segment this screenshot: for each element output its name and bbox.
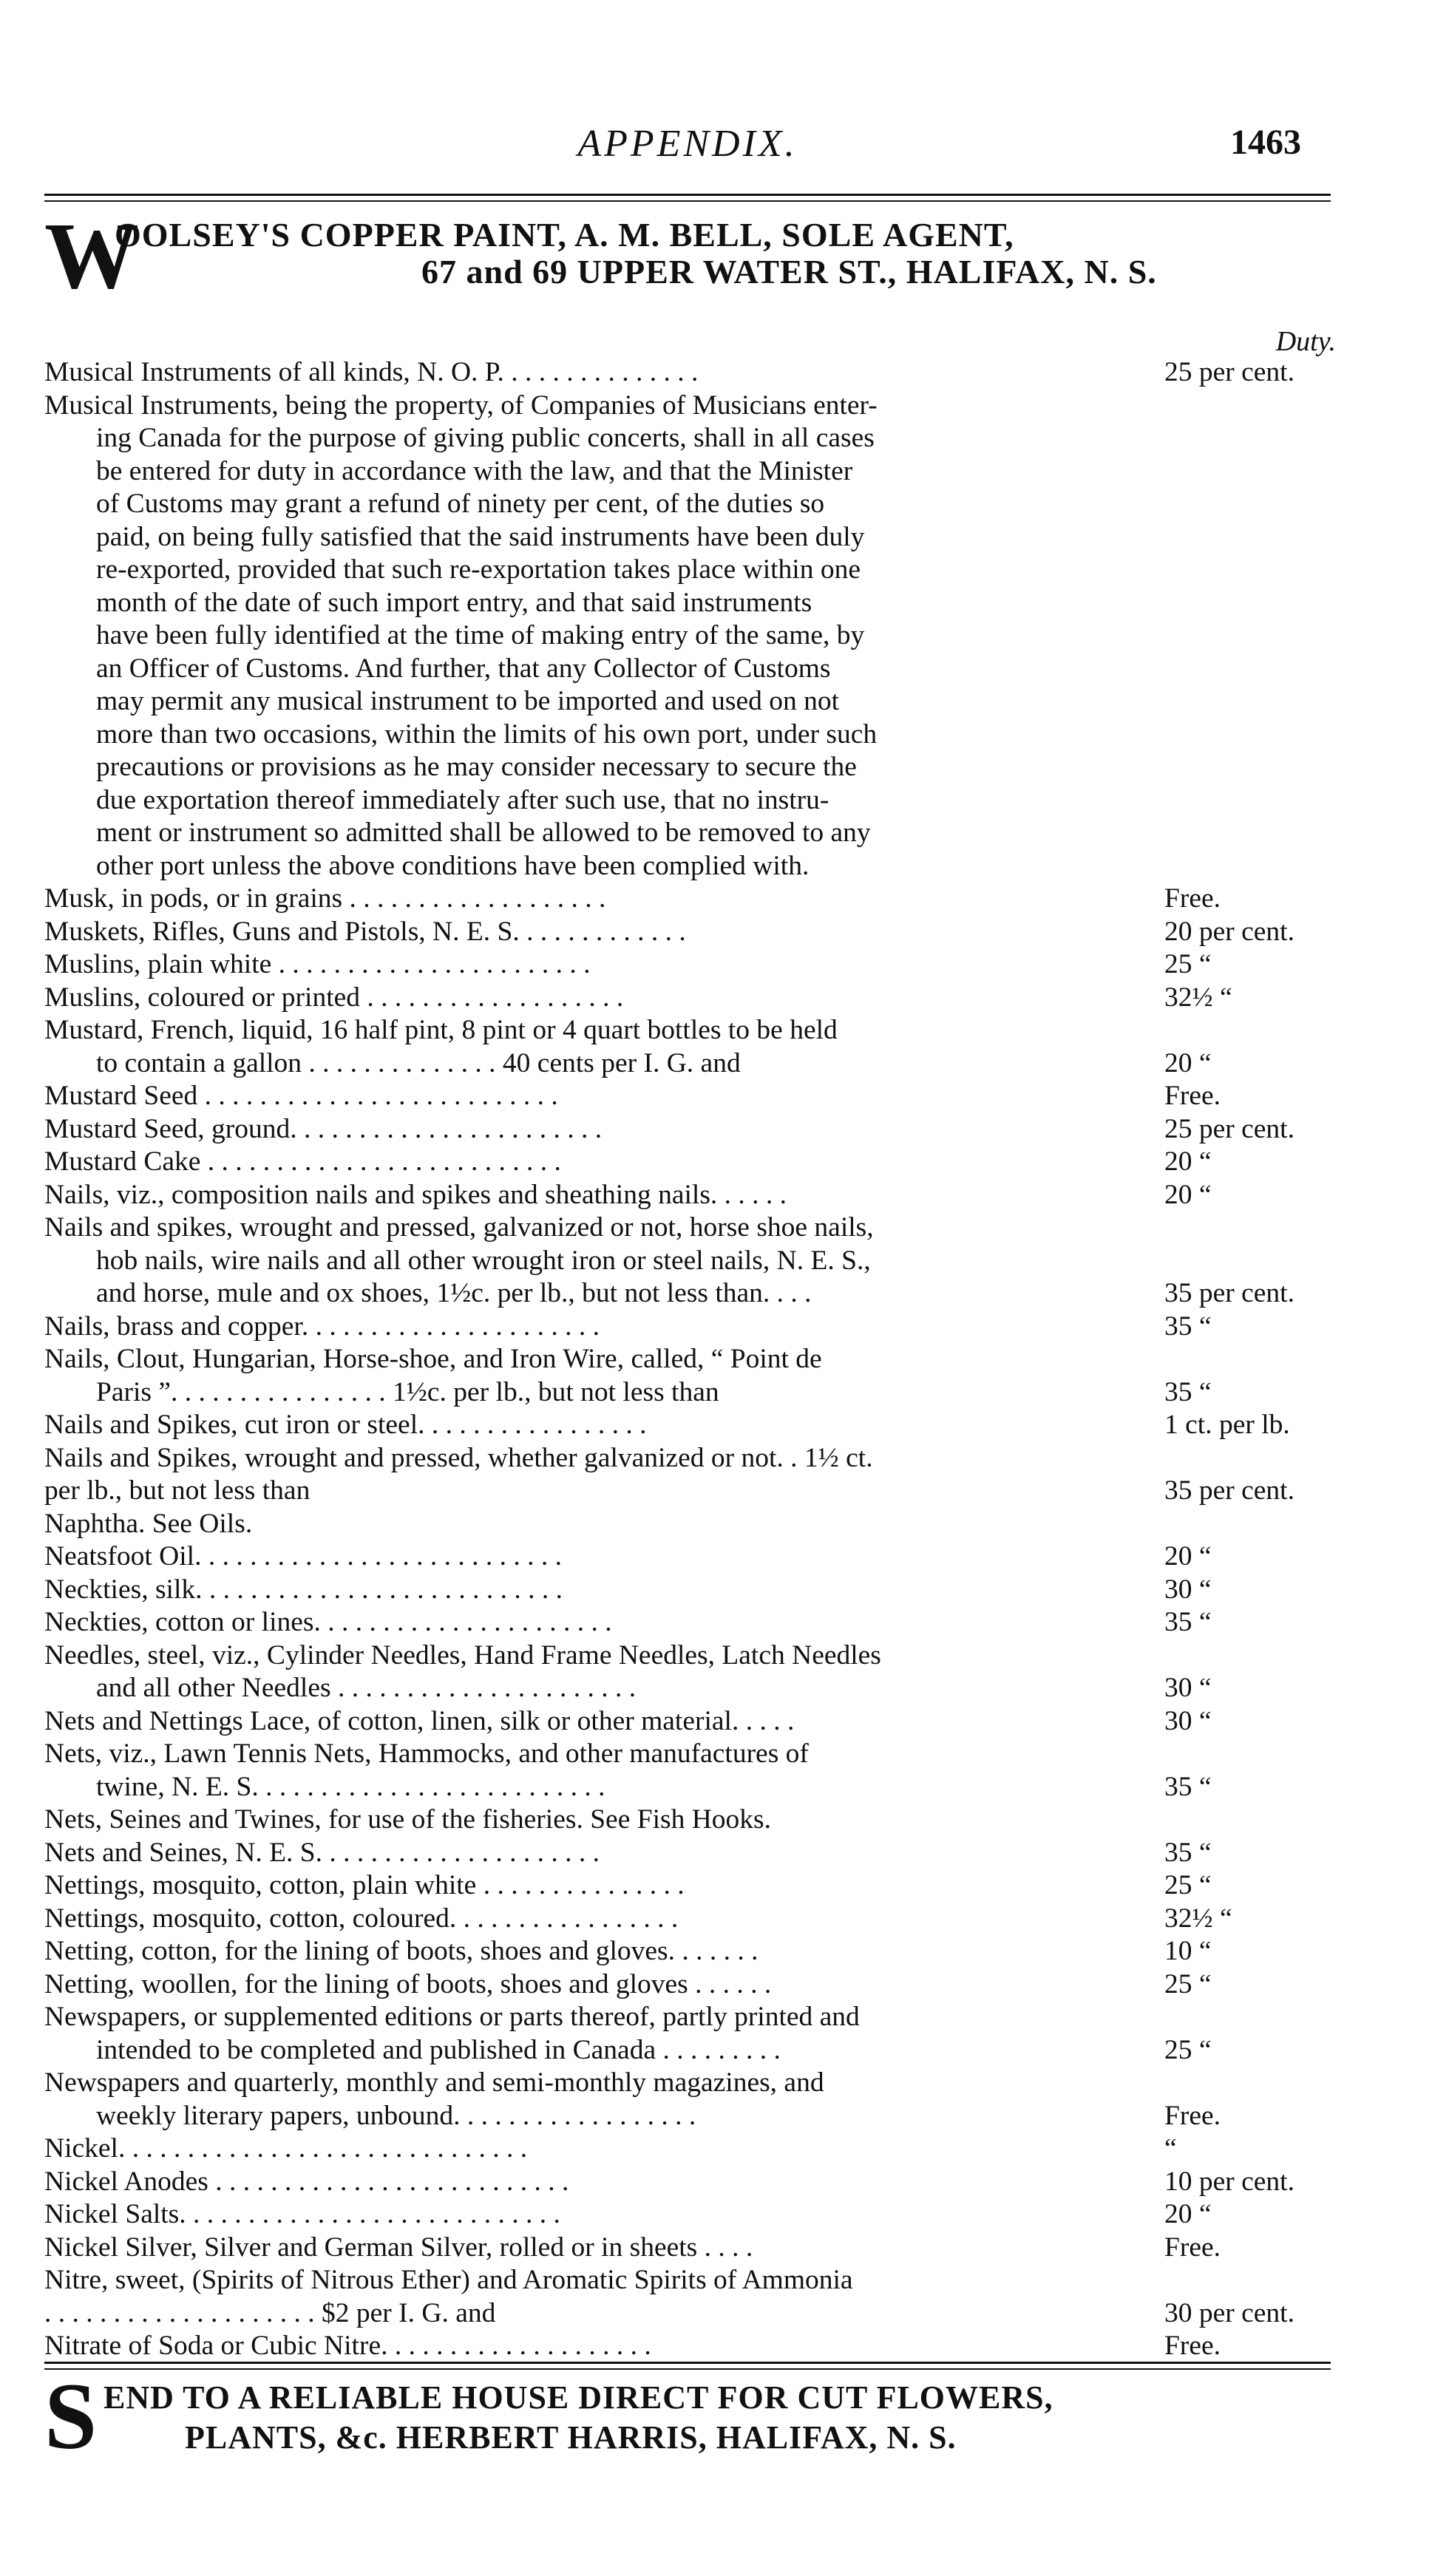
entry-description: Nails and spikes, wrought and pressed, galvanized or not, horse shoe nails, <box>44 1212 874 1243</box>
entry-description: Newspapers, or supplemented editions or parts thereof, partly printed and <box>44 2002 860 2032</box>
entry-duty <box>1164 653 1331 686</box>
tariff-entry <box>44 1935 1331 1968</box>
entry-duty: 35 “ <box>1164 1376 1212 1407</box>
entry-description: Mustard Seed . . . . . . . . . . . . . . . . . . . . . . . . . . <box>44 1081 558 1111</box>
tariff-entry <box>44 1672 1331 1705</box>
entry-duty <box>1164 1508 1331 1541</box>
entry-duty <box>1164 1804 1331 1837</box>
entry-duty <box>1164 1639 1331 1673</box>
entry-duty: 20 “ <box>1164 1541 1212 1571</box>
tariff-entry <box>44 2330 1331 2363</box>
tariff-entry <box>44 1869 1331 1903</box>
entry-description: per lb., but not less than <box>44 1475 311 1506</box>
entry-duty: 25 “ <box>1164 1870 1212 1900</box>
entry-duty: 25 “ <box>1164 949 1212 979</box>
tariff-entry <box>44 2264 1331 2297</box>
entry-description: ment or instrument so admitted shall be allowed to be removed to any <box>96 818 871 848</box>
entry-duty <box>1164 1738 1331 1771</box>
entry-description: Nickel Silver, Silver and German Silver, rolled or in sheets . . . . <box>44 2232 753 2263</box>
entry-description: Nettings, mosquito, cotton, coloured. . . . . . . . . . . . . . . . . <box>44 1903 679 1934</box>
entry-description: Nails and Spikes, cut iron or steel. . . . . . . . . . . . . . . . . <box>44 1410 647 1440</box>
entry-duty <box>1164 1343 1331 1376</box>
entry-duty <box>1164 521 1331 554</box>
entry-description: Paris ”. . . . . . . . . . . . . . . . 1½c. per lb., but not less than <box>96 1376 719 1407</box>
tariff-entry <box>44 1047 1331 1081</box>
tariff-entry <box>44 2166 1331 2199</box>
tariff-entry <box>44 883 1331 916</box>
entry-duty: Free. <box>1164 2100 1221 2131</box>
entry-description: more than two occasions, within the limits of his own port, under such <box>96 718 878 750</box>
entry-description: Neatsfoot Oil. . . . . . . . . . . . . . . . . . . . . . . . . . . <box>44 1541 562 1571</box>
tariff-entry <box>44 1113 1331 1146</box>
tariff-entry <box>44 982 1331 1015</box>
entry-description: due exportation thereof immediately after such use, that no instru- <box>96 784 829 815</box>
tariff-entry <box>44 1376 1331 1410</box>
tariff-entry <box>44 1442 1331 1475</box>
entry-duty: 20 “ <box>1164 1146 1212 1177</box>
duty-column-header: Duty. <box>1275 326 1336 357</box>
tariff-entry <box>44 1080 1331 1113</box>
entry-duty <box>1164 817 1331 850</box>
entry-description: month of the date of such import entry, and that said instruments <box>96 587 812 618</box>
tariff-entry <box>44 1245 1331 1278</box>
entry-description: Musical Instruments of all kinds, N. O. P. . . . . . . . . . . . . . . <box>44 357 699 387</box>
entry-description: Neckties, silk. . . . . . . . . . . . . . . . . . . . . . . . . . . <box>44 1574 563 1605</box>
entry-duty: 20 “ <box>1164 2199 1212 2229</box>
tariff-entry <box>44 587 1331 620</box>
bottom-ad-line-2: PLANTS, &c. HERBERT HARRIS, HALIFAX, N. S. <box>185 2419 957 2456</box>
entry-description: to contain a gallon . . . . . . . . . . . . . . 40 cents per I. G. and <box>96 1047 741 1078</box>
entry-duty: 30 “ <box>1164 1574 1212 1605</box>
entry-duty: 35 “ <box>1164 1837 1212 1868</box>
entry-description: Mustard Seed, ground. . . . . . . . . . . . . . . . . . . . . . . <box>44 1113 603 1144</box>
entry-description: Nickel Anodes . . . . . . . . . . . . . . . . . . . . . . . . . . <box>44 2166 569 2197</box>
tariff-entry <box>44 1277 1331 1311</box>
entry-description: Nails, Clout, Hungarian, Horse-shoe, and Iron Wire, called, “ Point de <box>44 1344 822 1374</box>
top-rule <box>44 194 1331 196</box>
tariff-entry <box>44 2297 1331 2331</box>
entry-duty: 20 “ <box>1164 1179 1212 1210</box>
running-head <box>44 122 1331 174</box>
entry-duty: 20 per cent. <box>1164 916 1294 947</box>
entry-duty <box>1164 1442 1331 1475</box>
entry-duty <box>1164 718 1331 752</box>
entry-duty: 32½ “ <box>1164 982 1232 1013</box>
entry-duty <box>1164 1211 1331 1245</box>
entry-description: . . . . . . . . . . . . . . . . . . . . $2 per I. G. and <box>44 2297 496 2328</box>
entry-description: precautions or provisions as he may consider necessary to secure the <box>96 752 857 782</box>
entry-duty <box>1164 751 1331 784</box>
entry-description: have been fully identified at the time of making entry of the same, by <box>96 620 865 650</box>
entry-duty <box>1164 390 1331 423</box>
entry-duty <box>1164 850 1331 883</box>
entry-duty: 1 ct. per lb. <box>1164 1410 1290 1440</box>
tariff-entry <box>44 1639 1331 1673</box>
tariff-entry <box>44 1540 1331 1574</box>
entry-description: Mustard, French, liquid, 16 half pint, 8 pint or 4 quart bottles to be held <box>44 1015 838 1045</box>
tariff-entry <box>44 751 1331 784</box>
entry-description: hob nails, wire nails and all other wrought iron or steel nails, N. E. S., <box>96 1245 871 1276</box>
tariff-entry <box>44 1574 1331 1607</box>
entry-duty: 25 per cent. <box>1164 357 1294 387</box>
entry-description: may permit any musical instrument to be imported and used on not <box>96 686 840 716</box>
entry-description: of Customs may grant a refund of ninety per cent, of the duties so <box>96 489 825 519</box>
entry-duty <box>1164 422 1331 455</box>
tariff-entries <box>44 356 1331 2363</box>
tariff-entry <box>44 1179 1331 1212</box>
bottom-advertisement <box>44 2364 1331 2476</box>
entry-description: ing Canada for the purpose of giving public concerts, shall in all cases <box>96 423 875 453</box>
entry-duty <box>1164 2067 1331 2100</box>
tariff-entry <box>44 1705 1331 1739</box>
entry-duty: Free. <box>1164 1081 1221 1111</box>
bottom-ad-line-1: END TO A RELIABLE HOUSE DIRECT FOR CUT FLOWERS, <box>104 2379 1053 2416</box>
entry-description: an Officer of Customs. And further, that any Collector of Customs <box>96 653 831 684</box>
entry-description: Netting, cotton, for the lining of boots, shoes and gloves. . . . . . . <box>44 1936 759 1966</box>
entry-duty <box>1164 1014 1331 1047</box>
entry-description: and horse, mule and ox shoes, 1½c. per lb., but not less than. . . . <box>96 1278 812 1308</box>
entry-description: Neckties, cotton or lines. . . . . . . . . . . . . . . . . . . . . . <box>44 1607 612 1637</box>
entry-description: Muslins, plain white . . . . . . . . . . . . . . . . . . . . . . . <box>44 949 591 979</box>
tariff-entry <box>44 718 1331 752</box>
tariff-entry <box>44 2198 1331 2232</box>
entry-duty: 30 “ <box>1164 1673 1212 1703</box>
entry-description: Nitrate of Soda or Cubic Nitre. . . . . . . . . . . . . . . . . . . . <box>44 2331 651 2361</box>
tariff-entry <box>44 2232 1331 2265</box>
tariff-entry <box>44 521 1331 554</box>
tariff-entry <box>44 1146 1331 1179</box>
entry-duty: 35 per cent. <box>1164 1278 1294 1308</box>
entry-description: Nails, brass and copper. . . . . . . . . . . . . . . . . . . . . . <box>44 1311 600 1342</box>
entry-description: Nets and Nettings Lace, of cotton, linen, silk or other material. . . . . <box>44 1705 795 1736</box>
tariff-entry <box>44 2001 1331 2034</box>
entry-duty <box>1164 1245 1331 1278</box>
top-ad-line-2: 67 and 69 UPPER WATER ST., HALIFAX, N. S. <box>421 253 1157 290</box>
entry-description: other port unless the above conditions have been complied with. <box>96 850 810 881</box>
entry-description: Nettings, mosquito, cotton, plain white . . . . . . . . . . . . . . . <box>44 1870 685 1900</box>
entry-duty: 30 “ <box>1164 1705 1212 1736</box>
entry-duty: Free. <box>1164 2232 1221 2263</box>
entry-description: Nails, viz., composition nails and spikes and sheathing nails. . . . . . <box>44 1179 787 1210</box>
entry-description: Musk, in pods, or in grains . . . . . . . . . . . . . . . . . . . <box>44 883 606 914</box>
entry-description: paid, on being fully satisfied that the said instruments have been duly <box>96 521 865 552</box>
tariff-entry <box>44 784 1331 818</box>
entry-description: Netting, woollen, for the lining of boots, shoes and gloves . . . . . . <box>44 1968 772 1999</box>
tariff-entry <box>44 1014 1331 1047</box>
entry-duty <box>1164 554 1331 587</box>
entry-description: Nickel Salts. . . . . . . . . . . . . . . . . . . . . . . . . . . . <box>44 2199 560 2229</box>
tariff-entry <box>44 2067 1331 2100</box>
tariff-entry <box>44 653 1331 686</box>
tariff-entry <box>44 1311 1331 1344</box>
entry-description: Newspapers and quarterly, monthly and semi-monthly magazines, and <box>44 2067 824 2098</box>
entry-duty: 20 “ <box>1164 1047 1212 1078</box>
tariff-entry <box>44 2034 1331 2067</box>
entry-duty: 30 per cent. <box>1164 2297 1294 2328</box>
entry-duty <box>1164 587 1331 620</box>
top-ad-line-1: OOLSEY'S COPPER PAINT, A. M. BELL, SOLE AGENT, <box>115 216 1014 254</box>
tariff-entry <box>44 1903 1331 1936</box>
entry-description: Nitre, sweet, (Spirits of Nitrous Ether) and Aromatic Spirits of Ammonia <box>44 2265 853 2295</box>
entry-duty <box>1164 619 1331 653</box>
bottom-ad-dropcap: S <box>44 2364 98 2469</box>
tariff-entry <box>44 948 1331 982</box>
entry-duty <box>1164 488 1331 521</box>
page-number: 1463 <box>1230 123 1301 162</box>
tariff-entry <box>44 1837 1331 1870</box>
entry-description: weekly literary papers, unbound. . . . . . . . . . . . . . . . . . <box>96 2100 696 2131</box>
entry-duty <box>1164 2001 1331 2034</box>
entry-duty <box>1164 455 1331 489</box>
entry-description: Needles, steel, viz., Cylinder Needles, Hand Frame Needles, Latch Needles <box>44 1639 881 1671</box>
tariff-entry <box>44 1968 1331 2002</box>
entry-description: Naphtha. See Oils. <box>44 1508 253 1539</box>
tariff-entry <box>44 1211 1331 1245</box>
entry-duty: 25 “ <box>1164 2034 1212 2065</box>
entry-duty: 10 “ <box>1164 1936 1212 1966</box>
entry-duty: 25 per cent. <box>1164 1113 1294 1144</box>
tariff-entry <box>44 356 1331 390</box>
tariff-entry <box>44 1606 1331 1639</box>
tariff-entry <box>44 1738 1331 1771</box>
entry-description: twine, N. E. S. . . . . . . . . . . . . . . . . . . . . . . . . . <box>96 1771 605 1802</box>
entry-description: Muskets, Rifles, Guns and Pistols, N. E. S. . . . . . . . . . . . . <box>44 916 686 947</box>
tariff-entry <box>44 422 1331 455</box>
entry-description: Nets and Seines, N. E. S. . . . . . . . . . . . . . . . . . . . . <box>44 1837 600 1868</box>
entry-description: Nickel. . . . . . . . . . . . . . . . . . . . . . . . . . . . . . <box>44 2133 528 2164</box>
tariff-entry <box>44 2100 1331 2133</box>
entry-description: Musical Instruments, being the property, of Companies of Musicians enter- <box>44 390 878 421</box>
entry-description: Mustard Cake . . . . . . . . . . . . . . . . . . . . . . . . . . <box>44 1146 561 1177</box>
tariff-entry <box>44 390 1331 423</box>
entry-duty: 10 per cent. <box>1164 2166 1294 2197</box>
tariff-entry <box>44 455 1331 489</box>
entry-description: Nets, viz., Lawn Tennis Nets, Hammocks, and other manufactures of <box>44 1739 809 1769</box>
page-title: APPENDIX. <box>577 123 798 165</box>
tariff-entry <box>44 685 1331 718</box>
entry-duty: 35 “ <box>1164 1607 1212 1637</box>
entry-duty: 35 “ <box>1164 1771 1212 1802</box>
entry-duty <box>1164 784 1331 818</box>
tariff-entry <box>44 1475 1331 1508</box>
tariff-entry <box>44 488 1331 521</box>
tariff-entry <box>44 1409 1331 1442</box>
entry-duty <box>1164 2264 1331 2297</box>
entry-description: and all other Needles . . . . . . . . . . . . . . . . . . . . . . <box>96 1673 637 1703</box>
entry-description: be entered for duty in accordance with the law, and that the Minister <box>96 455 853 486</box>
tariff-entry <box>44 1804 1331 1837</box>
tariff-entry <box>44 1343 1331 1376</box>
tariff-entry <box>44 817 1331 850</box>
entry-duty: 25 “ <box>1164 1968 1212 1999</box>
entry-description: Nails and Spikes, wrought and pressed, whether galvanized or not. . 1½ ct. <box>44 1442 873 1473</box>
tariff-entry <box>44 916 1331 949</box>
entry-description: Nets, Seines and Twines, for use of the fisheries. See Fish Hooks. <box>44 1804 772 1835</box>
entry-duty: 32½ “ <box>1164 1903 1232 1934</box>
tariff-entry <box>44 1508 1331 1541</box>
entry-description: Muslins, coloured or printed . . . . . . . . . . . . . . . . . . . <box>44 982 624 1013</box>
entry-duty <box>1164 685 1331 718</box>
tariff-entry <box>44 619 1331 653</box>
top-ad-dropcap: W <box>44 203 139 308</box>
entry-duty: 35 “ <box>1164 1311 1212 1342</box>
entry-duty: 35 per cent. <box>1164 1475 1294 1506</box>
tariff-entry <box>44 554 1331 587</box>
bottom-rule <box>44 2362 1331 2364</box>
entry-description: re-exported, provided that such re-exportation takes place within one <box>96 554 861 585</box>
tariff-entry <box>44 1771 1331 1804</box>
entry-description: intended to be completed and published in Canada . . . . . . . . . <box>96 2034 781 2065</box>
entry-duty: “ <box>1164 2133 1177 2164</box>
tariff-entry <box>44 850 1331 883</box>
entry-duty: Free. <box>1164 2331 1221 2361</box>
tariff-entry <box>44 2132 1331 2166</box>
top-advertisement <box>44 203 1331 308</box>
entry-duty: Free. <box>1164 883 1221 914</box>
